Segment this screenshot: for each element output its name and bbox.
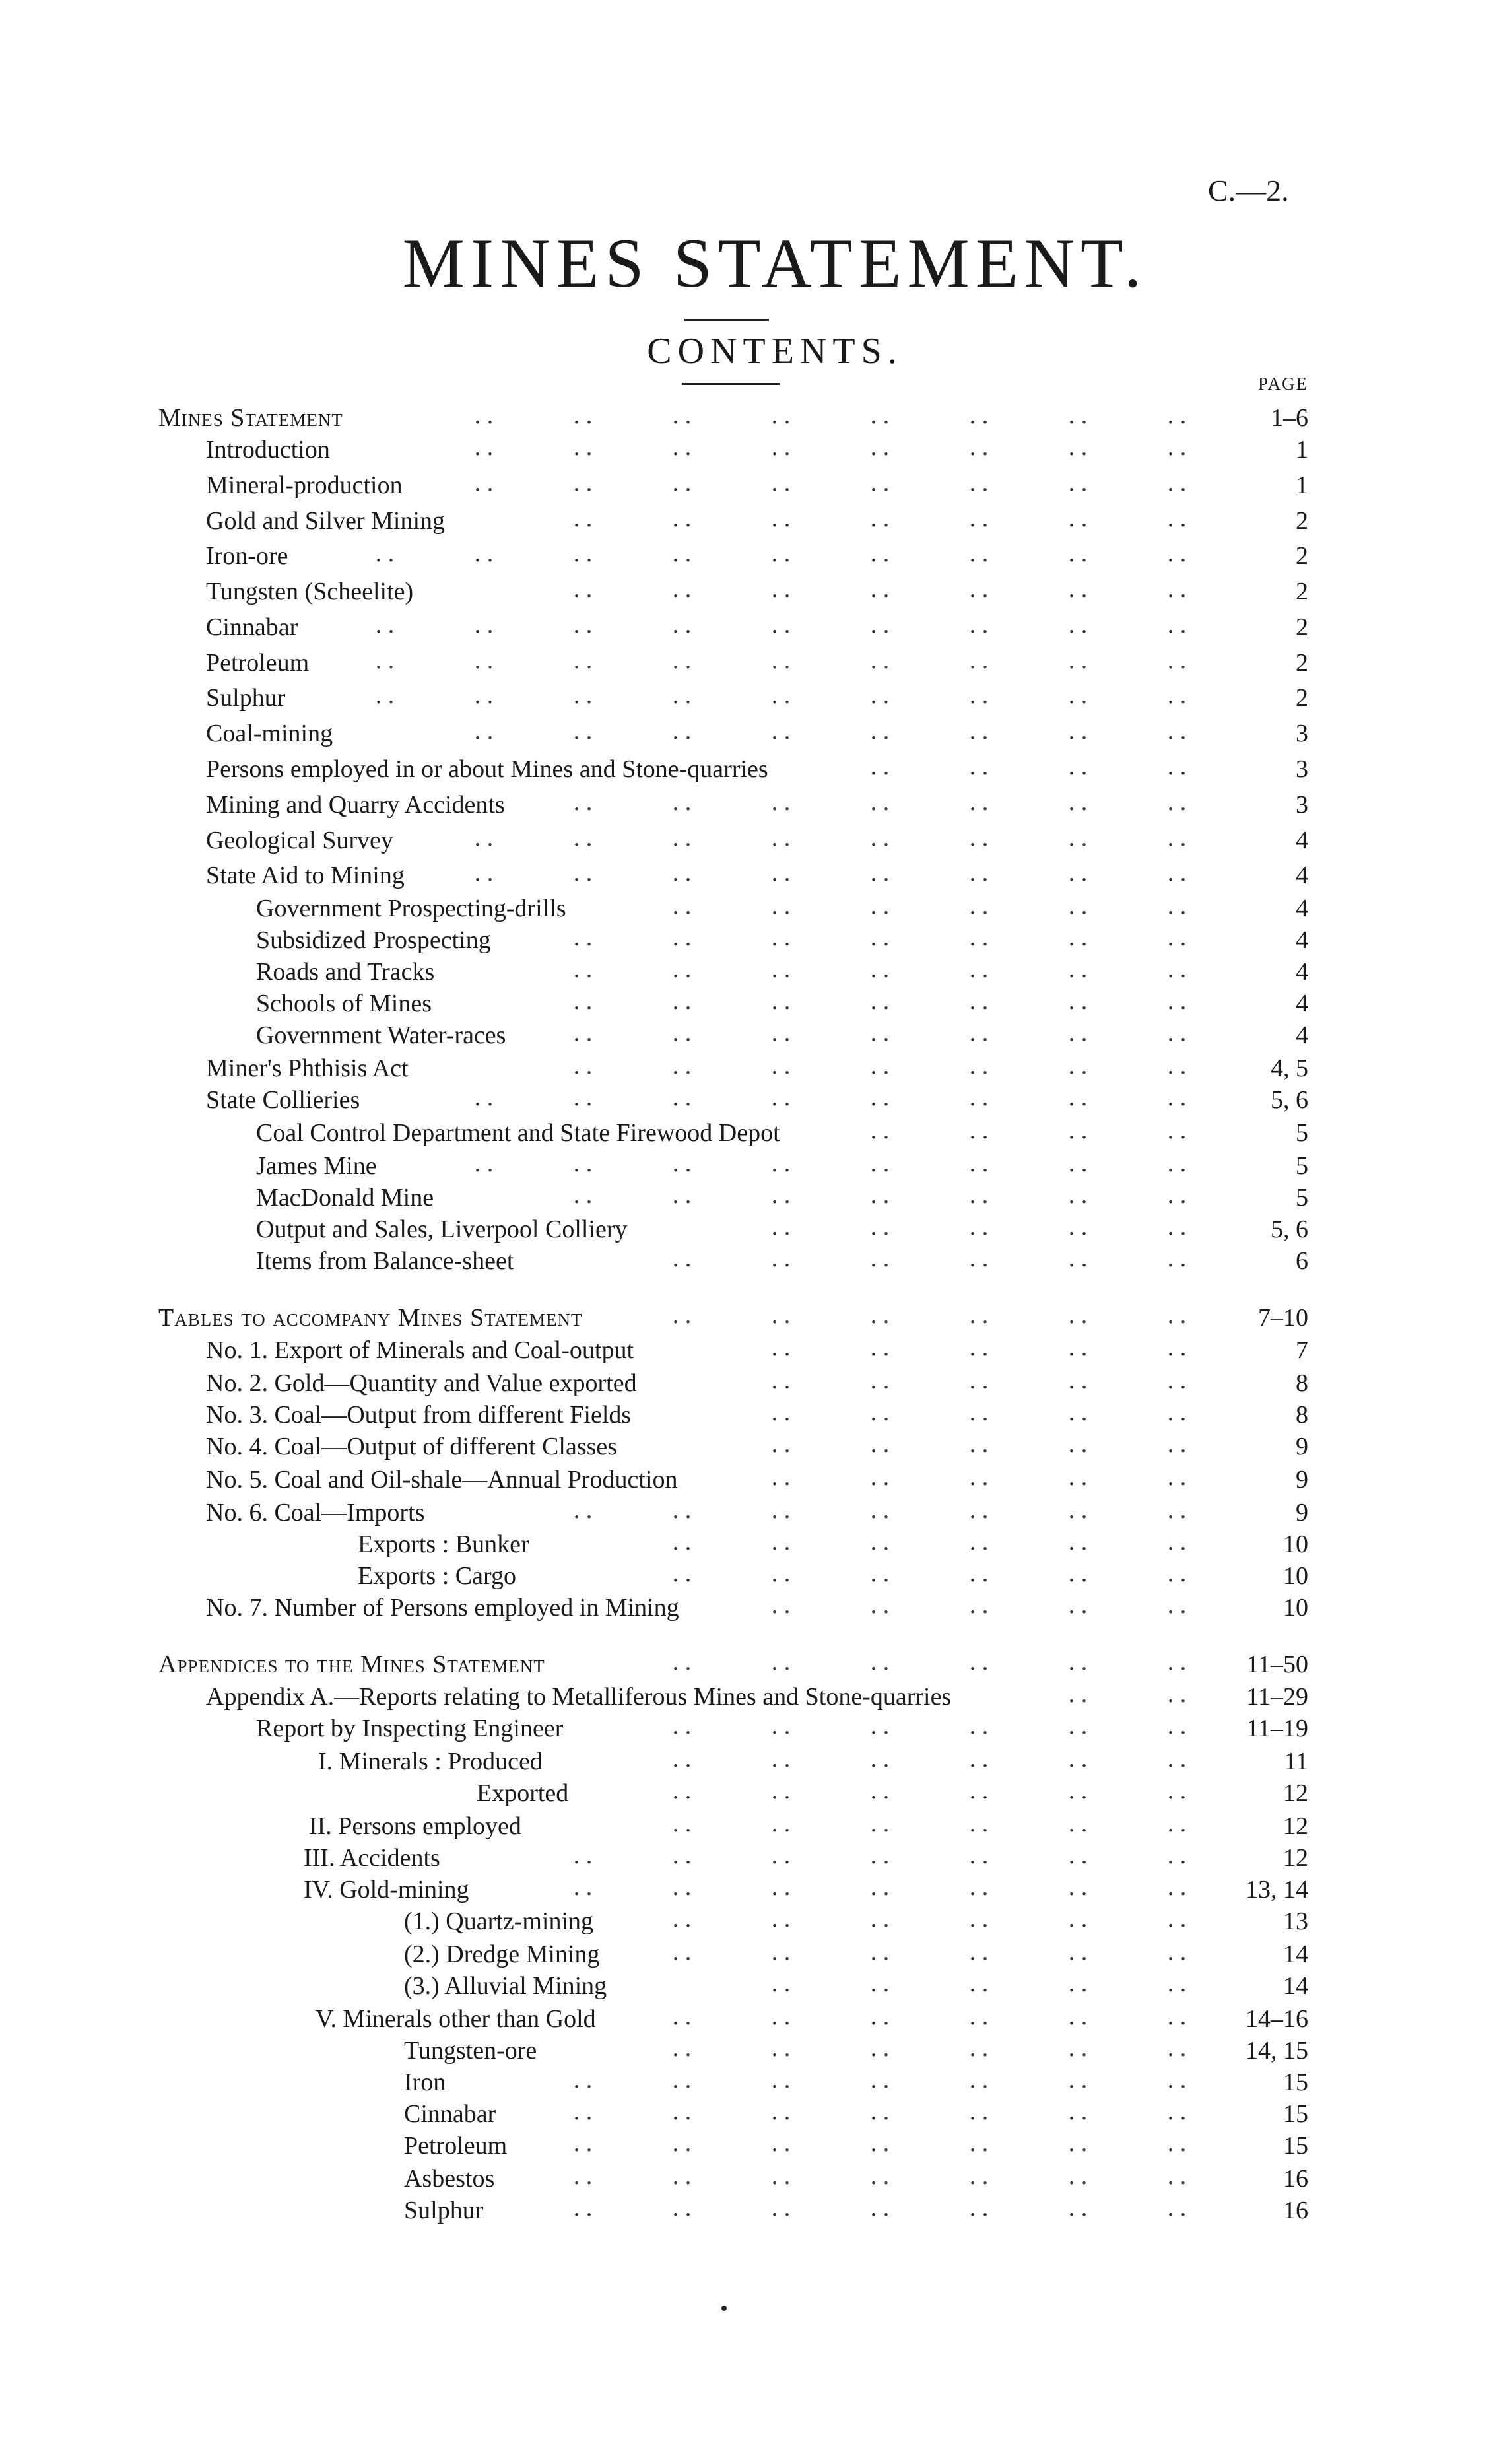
toc-entry-label: Sulphur — [206, 684, 286, 712]
toc-entry-label: State Collieries — [206, 1086, 360, 1114]
dot-leader: . . . . . . . . . . . . — [672, 1810, 1187, 1837]
toc-entry-label: Tungsten-ore — [404, 2037, 537, 2065]
dot-leader: . . . . . . . . . . . . — [672, 2002, 1187, 2030]
ink-speck — [721, 2306, 727, 2311]
toc-entry[interactable] — [0, 1019, 1497, 1051]
toc-entry-label: Tables to accompany Mines Statement — [158, 1304, 583, 1332]
dot-leader: . . . . . . . . — [870, 1116, 1187, 1144]
dot-leader: . . . . . . . . . . . . — [672, 1301, 1187, 1329]
toc-entry[interactable] — [0, 1302, 1497, 1334]
toc-entry-label: Iron — [404, 2069, 446, 2096]
toc-entry-page: 5, 6 — [1271, 1215, 1308, 1243]
dot-leader: . . . . — [1068, 1680, 1187, 1708]
toc-entry-page: 5 — [1296, 1152, 1308, 1180]
toc-entry-page: 14–16 — [1246, 2005, 1308, 2033]
toc-entry[interactable] — [0, 956, 1497, 988]
toc-entry-page: 2 — [1296, 613, 1308, 641]
toc-entry[interactable] — [0, 2195, 1497, 2226]
toc-entry-page: 2 — [1296, 507, 1308, 535]
toc-entry[interactable] — [0, 2003, 1497, 2035]
toc-entry[interactable] — [0, 1182, 1497, 1214]
toc-entry-page: 16 — [1283, 2197, 1308, 2224]
dot-leader: . . . . . . . . . . . . . . . . — [474, 401, 1187, 429]
toc-entry-page: 10 — [1283, 1562, 1308, 1590]
toc-entry-page: 4 — [1296, 862, 1308, 889]
toc-entry-label: (1.) Quartz-mining — [404, 1907, 594, 1935]
toc-entry[interactable] — [0, 1052, 1497, 1084]
toc-entry-label: State Aid to Mining — [206, 862, 405, 889]
dot-leader: . . . . . . . . . . . . . . — [573, 987, 1187, 1015]
dot-leader: . . . . . . . . . . — [771, 1463, 1187, 1491]
toc-entry-label: V. Minerals other than Gold — [316, 2005, 596, 2033]
toc-entry-page: 12 — [1283, 1844, 1308, 1872]
toc-entry[interactable] — [0, 576, 1497, 607]
toc-entry[interactable] — [0, 1777, 1497, 1809]
dot-leader: . . . . . . . . . . . . . . — [573, 2162, 1187, 2190]
dot-leader: . . . . . . . . . . . . — [672, 1938, 1187, 1966]
contents-heading: CONTENTS. — [647, 331, 903, 372]
toc-entry-label: No. 1. Export of Minerals and Coal-output — [206, 1336, 634, 1364]
toc-entry-label: I. Minerals : Produced — [318, 1748, 543, 1775]
toc-entry[interactable] — [0, 1905, 1497, 1937]
toc-entry-page: 2 — [1296, 578, 1308, 605]
toc-entry-page: 3 — [1296, 720, 1308, 747]
dot-leader: . . . . . . . . . . . . . . — [573, 1181, 1187, 1209]
dot-leader: . . . . . . . . . . . . — [672, 1245, 1187, 1272]
toc-entry[interactable] — [0, 924, 1497, 956]
toc-entry[interactable] — [0, 1245, 1497, 1277]
toc-entry-page: 5 — [1296, 1184, 1308, 1212]
dot-leader: . . . . . . . . . . . . . . . . — [474, 469, 1187, 496]
toc-entry[interactable] — [0, 1874, 1497, 1905]
toc-entry-label: Appendices to the Mines Statement — [158, 1651, 545, 1678]
toc-entry[interactable] — [0, 1117, 1497, 1149]
toc-entry-label: IV. Gold-mining — [304, 1876, 469, 1903]
toc-entry-label: Government Prospecting-drills — [256, 895, 566, 922]
dot-leader: . . . . . . . . . . — [771, 1213, 1187, 1241]
toc-entry-label: Mining and Quarry Accidents — [206, 791, 505, 819]
toc-entry-page: 5, 6 — [1271, 1086, 1308, 1114]
toc-entry-label: Gold and Silver Mining — [206, 507, 446, 535]
toc-entry[interactable] — [0, 469, 1497, 501]
toc-entry[interactable] — [0, 1842, 1497, 1874]
toc-entry-page: 1 — [1296, 471, 1308, 499]
dot-leader: . . . . . . . . . . — [771, 1367, 1187, 1394]
toc-entry[interactable] — [0, 2035, 1497, 2067]
toc-entry-label: Roads and Tracks — [256, 958, 435, 986]
dot-leader: . . . . . . . . . . — [771, 1591, 1187, 1619]
dot-leader: . . . . . . . . . . . . . . . . — [474, 1083, 1187, 1111]
dot-leader: . . . . . . . . . . . . . . . . — [474, 433, 1187, 461]
toc-entry-page: 4 — [1296, 990, 1308, 1017]
toc-entry-page: 3 — [1296, 755, 1308, 783]
dot-leader: . . . . . . . . . . . . . . . . . . — [375, 681, 1187, 709]
toc-entry-page: 13 — [1283, 1907, 1308, 1935]
toc-entry-page: 16 — [1283, 2165, 1308, 2193]
toc-entry-label: Sulphur — [404, 2197, 484, 2224]
toc-entry-page: 1–6 — [1271, 404, 1308, 432]
dot-leader: . . . . . . . . . . . . . . . . — [474, 1149, 1187, 1177]
toc-entry-page: 13, 14 — [1246, 1876, 1308, 1903]
toc-entry-label: Items from Balance-sheet — [256, 1247, 514, 1275]
toc-entry[interactable] — [0, 611, 1497, 643]
dot-leader: . . . . . . . . . . — [771, 1334, 1187, 1361]
document-reference: C.—2. — [1208, 174, 1289, 207]
toc-entry[interactable] — [0, 893, 1497, 924]
page-column-header: PAGE — [1257, 374, 1308, 394]
toc-entry-label: Coal Control Department and State Firewood Depot — [256, 1119, 780, 1147]
toc-entry-label: III. Accidents — [304, 1844, 440, 1872]
toc-entry[interactable] — [0, 1938, 1497, 1970]
toc-entry-page: 4 — [1296, 895, 1308, 922]
dot-leader: . . . . . . . . . . . . . . — [573, 2066, 1187, 2094]
toc-entry[interactable] — [0, 1464, 1497, 1495]
dot-leader: . . . . . . . . . . . . . . . . — [474, 824, 1187, 852]
toc-entry-label: II. Persons employed — [309, 1812, 521, 1840]
toc-entry-page: 1 — [1296, 436, 1308, 463]
title-divider — [684, 319, 769, 321]
toc-entry-page: 7 — [1296, 1336, 1308, 1364]
toc-entry-label: No. 5. Coal and Oil-shale—Annual Production — [206, 1466, 678, 1493]
toc-entry[interactable] — [0, 682, 1497, 714]
toc-entry-page: 4, 5 — [1271, 1054, 1308, 1082]
toc-entry-page: 9 — [1296, 1466, 1308, 1493]
toc-entry[interactable] — [0, 2130, 1497, 2162]
toc-entry[interactable] — [0, 753, 1497, 785]
toc-entry-page: 14 — [1283, 1940, 1308, 1968]
dot-leader: . . . . . . . . . . . . — [672, 1745, 1187, 1773]
dot-leader: . . . . . . . . . . . . . . — [573, 504, 1187, 532]
toc-entry[interactable] — [0, 1431, 1497, 1462]
toc-entry-label: Asbestos — [404, 2165, 495, 2193]
toc-entry[interactable] — [0, 1528, 1497, 1560]
toc-entry[interactable] — [0, 1970, 1497, 2002]
dot-leader: . . . . . . . . . . . . — [672, 1648, 1187, 1676]
toc-entry[interactable] — [0, 2098, 1497, 2130]
dot-leader: . . . . . . . . . . . . . . — [573, 1841, 1187, 1869]
toc-entry[interactable] — [0, 988, 1497, 1019]
toc-entry-label: Petroleum — [206, 649, 310, 677]
toc-entry[interactable] — [0, 1150, 1497, 1182]
toc-entry[interactable] — [0, 1399, 1497, 1431]
toc-entry[interactable] — [0, 2163, 1497, 2195]
toc-entry-page: 8 — [1296, 1401, 1308, 1429]
toc-entry-label: Geological Survey — [206, 827, 393, 854]
toc-entry-label: Exported — [477, 1779, 569, 1807]
dot-leader: . . . . . . . . . . . . — [672, 1777, 1187, 1804]
toc-entry-label: No. 4. Coal—Output of different Classes — [206, 1433, 618, 1460]
toc-entry-label: (3.) Alluvial Mining — [404, 1972, 607, 2000]
dot-leader: . . . . . . . . . . . . . . . . — [474, 859, 1187, 887]
toc-entry[interactable] — [0, 1497, 1497, 1528]
toc-entry[interactable] — [0, 1681, 1497, 1713]
toc-entry-label: Miner's Phthisis Act — [206, 1054, 409, 1082]
dot-leader: . . . . . . . . . . — [771, 1430, 1187, 1458]
toc-entry[interactable] — [0, 1649, 1497, 1680]
toc-entry-page: 4 — [1296, 958, 1308, 986]
toc-entry-page: 10 — [1283, 1594, 1308, 1622]
toc-entry-label: Introduction — [206, 436, 330, 463]
toc-entry-page: 12 — [1283, 1779, 1308, 1807]
toc-entry-label: No. 3. Coal—Output from different Fields — [206, 1401, 632, 1429]
toc-entry-page: 11–19 — [1246, 1715, 1308, 1742]
toc-entry-page: 11–50 — [1246, 1651, 1308, 1678]
dot-leader: . . . . . . . . . . . . . . — [573, 1019, 1187, 1046]
toc-entry-page: 6 — [1296, 1247, 1308, 1275]
toc-entry[interactable] — [0, 1746, 1497, 1777]
toc-entry-label: No. 2. Gold—Quantity and Value exported — [206, 1369, 637, 1397]
toc-entry-page: 5 — [1296, 1119, 1308, 1147]
toc-entry-page: 9 — [1296, 1433, 1308, 1460]
toc-entry-page: 11–29 — [1246, 1683, 1308, 1711]
toc-entry-label: No. 7. Number of Persons employed in Mining — [206, 1594, 679, 1622]
toc-entry[interactable] — [0, 1810, 1497, 1842]
toc-entry-page: 3 — [1296, 791, 1308, 819]
toc-entry-page: 2 — [1296, 649, 1308, 677]
toc-entry-label: Coal-mining — [206, 720, 333, 747]
toc-entry-label: Report by Inspecting Engineer — [256, 1715, 564, 1742]
toc-entry-page: 7–10 — [1258, 1304, 1308, 1332]
toc-entry-label: (2.) Dredge Mining — [404, 1940, 600, 1968]
toc-entry-page: 15 — [1283, 2132, 1308, 2160]
dot-leader: . . . . . . . . . . . . . . . . . . — [375, 646, 1187, 674]
toc-entry-label: Iron-ore — [206, 542, 288, 570]
toc-entry-label: Cinnabar — [404, 2100, 496, 2128]
toc-entry-label: Tungsten (Scheelite) — [206, 578, 414, 605]
toc-entry-label: Exports : Cargo — [358, 1562, 516, 1590]
toc-entry-page: 12 — [1283, 1812, 1308, 1840]
toc-entry[interactable] — [0, 402, 1497, 434]
toc-entry-label: Appendix A.—Reports relating to Metalliferous Mines and Stone-quarries — [206, 1683, 952, 1711]
toc-entry[interactable] — [0, 1713, 1497, 1744]
contents-divider — [682, 383, 780, 385]
toc-entry[interactable] — [0, 647, 1497, 679]
toc-entry[interactable] — [0, 1592, 1497, 1624]
dot-leader: . . . . . . . . . . . . . . . . . . — [375, 611, 1187, 638]
toc-entry[interactable] — [0, 718, 1497, 749]
toc-entry-label: Output and Sales, Liverpool Colliery — [256, 1215, 628, 1243]
toc-entry-page: 2 — [1296, 542, 1308, 570]
toc-entry-label: No. 6. Coal—Imports — [206, 1499, 425, 1526]
toc-entry-label: Mines Statement — [158, 404, 343, 432]
toc-entry-page: 4 — [1296, 1021, 1308, 1049]
toc-entry[interactable] — [0, 1334, 1497, 1366]
dot-leader: . . . . . . . . . . . . — [672, 1712, 1187, 1740]
toc-entry-page: 11 — [1284, 1748, 1308, 1775]
toc-entry-label: Persons employed in or about Mines and Stone-quarries — [206, 755, 768, 783]
toc-entry[interactable] — [0, 1560, 1497, 1592]
toc-entry[interactable] — [0, 1084, 1497, 1116]
dot-leader: . . . . . . . . . . . . . . — [573, 2194, 1187, 2222]
dot-leader: . . . . . . . . . . . . . . — [573, 955, 1187, 983]
dot-leader: . . . . . . . . . . . . — [672, 1559, 1187, 1587]
toc-entry[interactable] — [0, 2067, 1497, 2098]
dot-leader: . . . . . . . . . . — [771, 1398, 1187, 1426]
toc-entry[interactable] — [0, 434, 1497, 465]
dot-leader: . . . . . . . . . . . . . . — [573, 1496, 1187, 1524]
toc-entry[interactable] — [0, 789, 1497, 821]
toc-entry-label: MacDonald Mine — [256, 1184, 434, 1212]
toc-entry-page: 2 — [1296, 684, 1308, 712]
toc-entry[interactable] — [0, 1367, 1497, 1399]
dot-leader: . . . . . . . . . . . . . . — [573, 2098, 1187, 2125]
dot-leader: . . . . . . . . . . . . . . — [573, 1052, 1187, 1079]
dot-leader: . . . . . . . . . . . . — [672, 2034, 1187, 2062]
dot-leader: . . . . . . . . . . . . . . — [573, 2129, 1187, 2157]
toc-entry[interactable] — [0, 505, 1497, 537]
toc-entry-label: Exports : Bunker — [358, 1530, 529, 1558]
toc-entry-label: Cinnabar — [206, 613, 298, 641]
toc-entry-page: 14, 15 — [1246, 2037, 1308, 2065]
toc-entry-page: 15 — [1283, 2100, 1308, 2128]
dot-leader: . . . . . . . . . . . . — [672, 1528, 1187, 1556]
dot-leader: . . . . . . . . . . . . — [672, 892, 1187, 920]
toc-entry-label: James Mine — [256, 1152, 377, 1180]
toc-entry[interactable] — [0, 1214, 1497, 1245]
toc-entry-label: Subsidized Prospecting — [256, 926, 491, 954]
toc-entry-page: 4 — [1296, 926, 1308, 954]
toc-entry[interactable] — [0, 860, 1497, 891]
toc-entry-label: Petroleum — [404, 2132, 508, 2160]
toc-entry-page: 8 — [1296, 1369, 1308, 1397]
toc-entry[interactable] — [0, 825, 1497, 856]
dot-leader: . . . . . . . . . . . . . . — [573, 1873, 1187, 1901]
dot-leader: . . . . . . . . . . . . . . — [573, 924, 1187, 951]
toc-entry[interactable] — [0, 540, 1497, 572]
dot-leader: . . . . . . . . . . — [771, 1969, 1187, 1997]
dot-leader: . . . . . . . . . . . . . . . . . . — [375, 539, 1187, 567]
dot-leader: . . . . . . . . . . . . — [672, 1905, 1187, 1933]
dot-leader: . . . . . . . . . . . . . . — [573, 788, 1187, 816]
dot-leader: . . . . . . . . . . . . . . — [573, 575, 1187, 603]
dot-leader: . . . . . . . . . . . . . . . . — [474, 717, 1187, 745]
toc-entry-label: Schools of Mines — [256, 990, 432, 1017]
toc-entry-page: 9 — [1296, 1499, 1308, 1526]
toc-entry-label: Government Water-races — [256, 1021, 506, 1049]
dot-leader: . . . . . . . . — [870, 753, 1187, 780]
toc-entry-page: 4 — [1296, 827, 1308, 854]
toc-entry-label: Mineral-production — [206, 471, 403, 499]
toc-entry-page: 14 — [1283, 1972, 1308, 2000]
toc-entry-page: 10 — [1283, 1530, 1308, 1558]
toc-entry-page: 15 — [1283, 2069, 1308, 2096]
page-title: MINES STATEMENT. — [402, 224, 1148, 302]
